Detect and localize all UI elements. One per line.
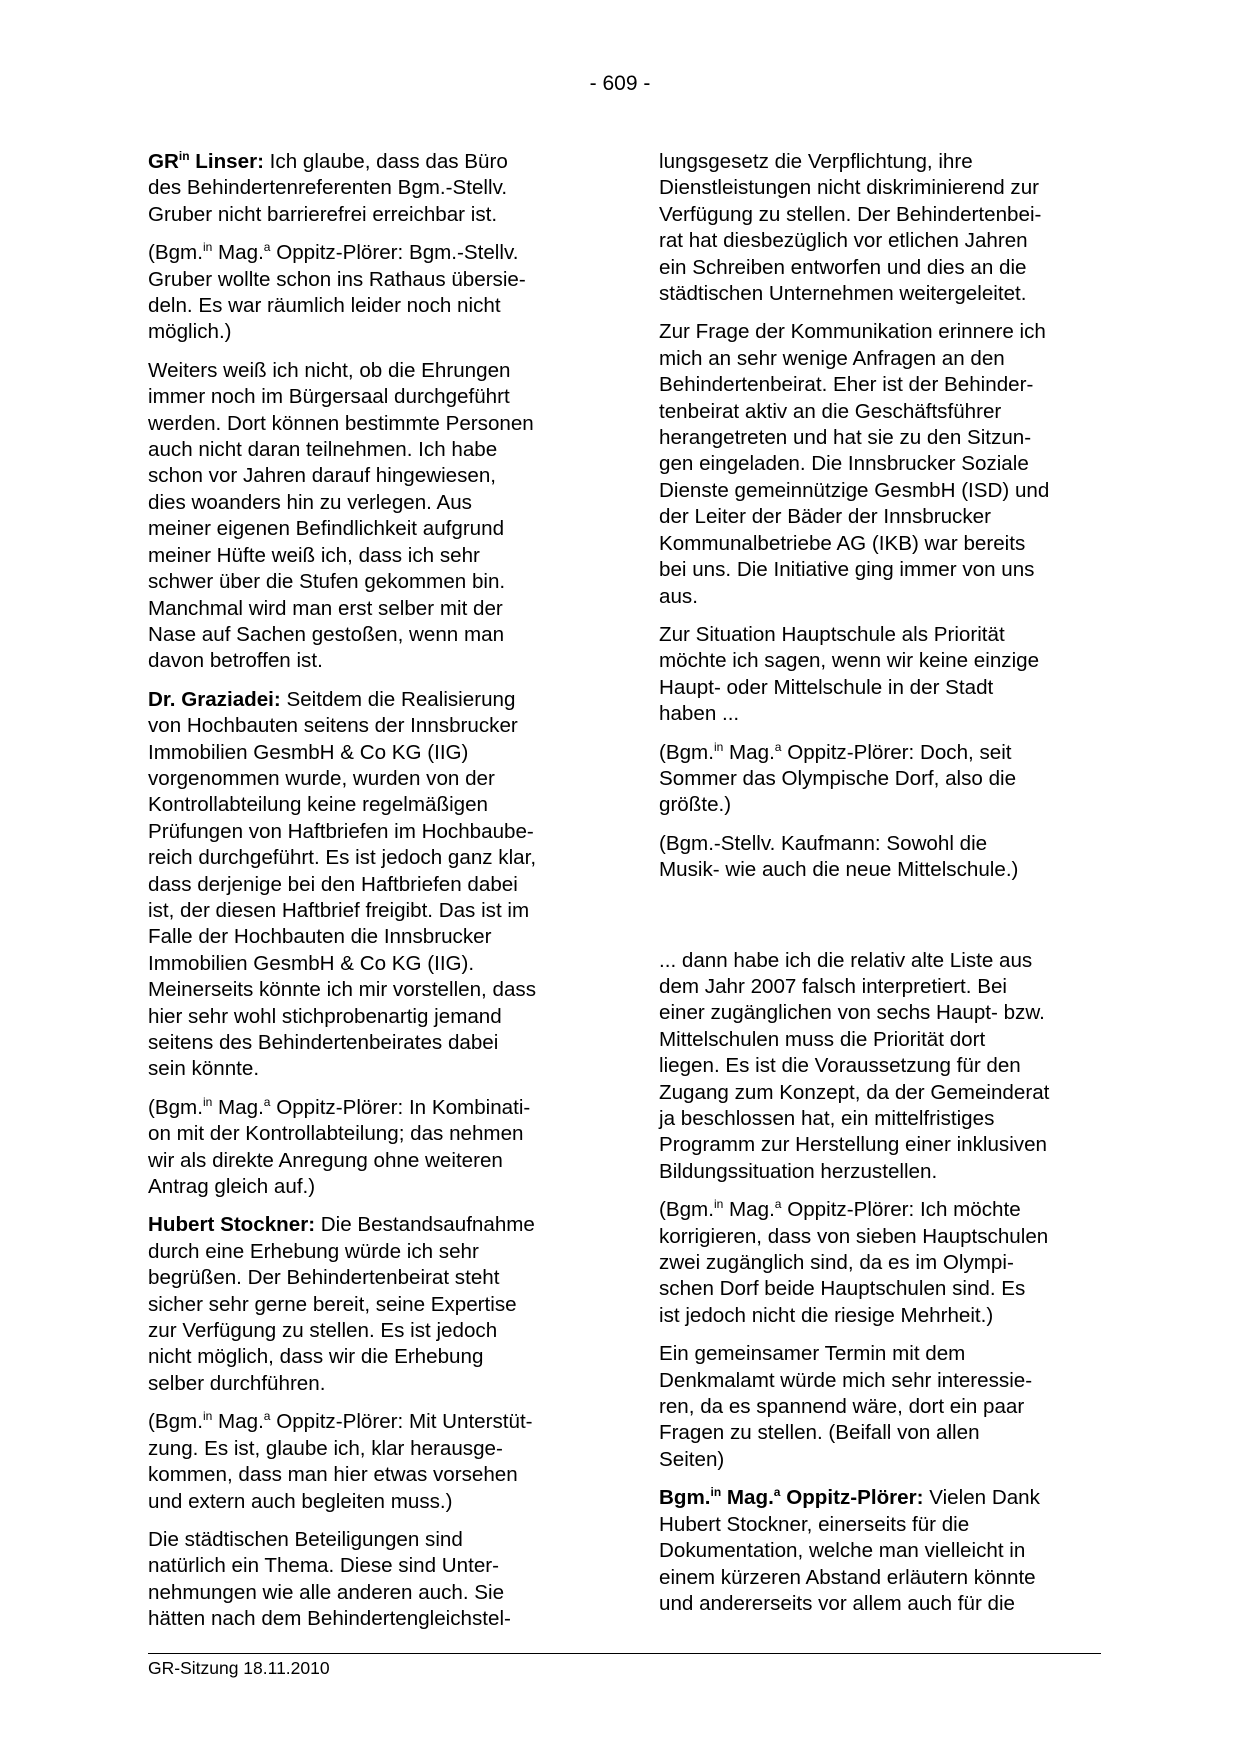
interjection-oppitz-4 (659, 740, 1099, 819)
speaker-name: Oppitz-Plörer: (780, 1486, 924, 1510)
superscript: a (263, 1094, 271, 1109)
paragraph-liste: ... dann habe ich die relativ alte Liste aus dem Jahr 2007 falsch interpretiert. Bei einer zugänglichen von sechs Haupt- bzw. Mittelschulen muss die Priorität dort liegen. Es ist die Voraussetzung für den Zugang zum Konzept, da der Gemeinderat ja beschlossen hat, ein mittelfristiges Programm zur Herstellung einer inklusiven Bildungssituation herzustellen. (659, 948, 1050, 1183)
superscript: a (774, 1197, 782, 1212)
superscript: in (202, 1409, 213, 1424)
superscript: in (202, 240, 213, 255)
paragraph-linser (148, 149, 584, 228)
paragraph-hauptschule: Zur Situation Hauptschule als Priorität möchte ich sagen, wenn wir keine einzige Haupt- oder Mittelschule in der Stadt haben ... (659, 622, 1040, 726)
speaker-name: Linser: (189, 150, 264, 173)
speaker-oppitz (659, 1486, 924, 1509)
interjection-oppitz-5 (659, 1197, 1099, 1329)
superscript: in (713, 1197, 724, 1212)
paragraph-stockner (148, 1212, 584, 1397)
paragraph-text: Oppitz-Plörer: Ich möchte korrigieren, dass von sieben Hauptschulen zwei zugänglich sind, da es im Olympi- schen Dorf beide Hauptschulen sind. Es ist jedoch nicht die riesige Mehrheit.) (659, 1198, 1049, 1327)
paragraph-text: Oppitz-Plörer: Mit Unterstüt- zung. Es ist, glaube ich, klar herausge- kommen, dass man hier etwas vorsehen und extern auch begleiten muss.) (148, 1410, 533, 1513)
speaker-stockner: Hubert Stockner: (148, 1213, 316, 1237)
speaker-linser (148, 150, 264, 173)
paragraph-text: Oppitz-Plörer: Doch, seit Sommer das Olympische Dorf, also die größte.) (659, 740, 1017, 817)
superscript: in (202, 1094, 213, 1109)
interjection-prefix: (Bgm. (148, 1410, 203, 1434)
interjection-oppitz-1 (148, 240, 584, 346)
speaker-graziadei: Dr. Graziadei: (148, 687, 281, 711)
speaker-title: Mag. (721, 1486, 774, 1510)
footer-session-date: GR-Sitzung 18.11.2010 (148, 1658, 330, 1678)
interjection-prefix: (Bgm. (148, 241, 203, 265)
left-column (148, 149, 584, 1645)
paragraph-text: Die Bestandsaufnahme durch eine Erhebung würde ich sehr begrüßen. Der Behindertenbeirat steht sicher sehr gerne bereit, seine Expertise zur Verfügung zu stellen. Es ist jedoch nicht möglich, dass wir die Erhebung selber durchführen. (148, 1213, 535, 1395)
superscript: a (774, 739, 782, 754)
paragraph-text: Seitdem die Realisierung von Hochbauten seitens der Innsbrucker Immobilien GesmbH & Co KG (IIG) vorgenommen wurde, wurden von der Kontrollabteilung keine regelmäßigen Prüfungen von Haftbriefen im Hochbaube- reich durchgeführt. Es ist jedoch ganz klar, dass derjenige bei den Haftbriefen dabei ist, der diesen Haftbrief freigibt. Das ist im Falle der Hochbauten die Innsbrucker Immobilien GesmbH & Co KG (IIG). Meinerseits könnte ich mir vorstellen, dass hier sehr wohl stichprobenartig jemand seitens des Behindertenbeirates dabei sein könnte. (148, 687, 537, 1081)
speaker-prefix: Bgm. (659, 1486, 711, 1510)
interjection-title: Mag. (212, 1410, 264, 1434)
superscript: in (178, 149, 190, 163)
interjection-title: Mag. (723, 740, 775, 764)
paragraph-denkmalamt: Ein gemeinsamer Termin mit dem Denkmalamt würde mich sehr interessie- ren, da es spannend wäre, dort ein paar Fragen zu stellen. (Beifall von allen Seiten) (659, 1342, 1033, 1471)
paragraph-kommunikation: Zur Frage der Kommunikation erinnere ich mich an sehr wenige Anfragen an den Behindertenbeirat. Eher ist der Behinder- tenbeirat aktiv an die Geschäftsführer herangetreten und hat sie zu den Sitzun- gen eingeladen. Die Innsbrucker Soziale Dienste gemeinnützige GesmbH (ISD) und der Leiter der Bäder der Innsbrucker Kommunalbetriebe AG (IKB) war bereits bei uns. Die Initiative ging immer von uns aus. (659, 320, 1050, 608)
interjection-prefix: (Bgm. (659, 740, 714, 764)
interjection-title: Mag. (212, 1095, 264, 1119)
paragraph-text: Ich glaube, dass das Büro des Behindertenreferenten Bgm.-Stellv. Gruber nicht barrierefrei erreichbar ist. (148, 150, 508, 226)
spacer (659, 896, 1099, 948)
interjection-title: Mag. (723, 1198, 775, 1222)
footer-divider (148, 1653, 1101, 1654)
interjection-kaufmann: (Bgm.-Stellv. Kaufmann: Sowohl die Musik- wie auch die neue Mittelschule.) (659, 831, 1019, 882)
interjection-prefix: (Bgm. (659, 1198, 714, 1222)
superscript: a (263, 240, 271, 255)
paragraph-oppitz-dank (659, 1485, 1099, 1617)
superscript: in (710, 1485, 722, 1500)
interjection-prefix: (Bgm. (148, 1095, 203, 1119)
interjection-title: Mag. (212, 241, 264, 265)
interjection-oppitz-3 (148, 1409, 584, 1515)
interjection-oppitz-2 (148, 1095, 584, 1201)
superscript: a (773, 1485, 781, 1500)
right-column (659, 149, 1099, 1629)
paragraph-gleichstellung: lungsgesetz die Verpflichtung, ihre Dienstleistungen nicht diskriminierend zur Verfügung zu stellen. Der Behindertenbei- rat hat diesbezüglich vor etlichen Jahren ein Schreiben entworfen und dies an die städtischen Unternehmen weitergeleitet. (659, 150, 1042, 306)
paragraph-graziadei (148, 687, 584, 1083)
paragraph-beteiligungen: Die städtischen Beteiligungen sind natürlich ein Thema. Diese sind Unter- nehmungen wie alle anderen auch. Sie hätten nach dem Behindertengleichstel- (148, 1527, 511, 1631)
speaker-prefix: GR (148, 150, 179, 173)
page-number: - 609 - (589, 72, 651, 95)
paragraph-ehrungen: Weiters weiß ich nicht, ob die Ehrungen immer noch im Bürgersaal durchgeführt werden. Dort können bestimmte Personen auch nicht daran teilnehmen. Ich habe schon vor Jahren darauf hingewiesen, dies woanders hin zu verlegen. Aus meiner eigenen Befindlichkeit aufgrund meiner Hüfte weiß ich, dass ich sehr schwer über die Stufen gekommen bin. Manchmal wird man erst selber mit der Nase auf Sachen gestoßen, wenn man davon betroffen ist. (148, 358, 534, 673)
paragraph-text: Oppitz-Plörer: In Kombinati- on mit der Kontrollabteilung; das nehmen wir als direkte Anregung ohne weiteren Antrag gleich auf.) (148, 1095, 531, 1199)
superscript: in (713, 739, 724, 754)
paragraph-text: Vielen Dank Hubert Stockner, einerseits für die Dokumentation, welche man vielleicht in einem kürzeren Abstand erläutern könnte und andererseits vor allem auch für die (659, 1486, 1040, 1615)
paragraph-text: Oppitz-Plörer: Bgm.-Stellv. Gruber wollte schon ins Rathaus übersie- deln. Es war räumlich leider noch nicht möglich.) (148, 241, 526, 344)
superscript: a (263, 1409, 271, 1424)
